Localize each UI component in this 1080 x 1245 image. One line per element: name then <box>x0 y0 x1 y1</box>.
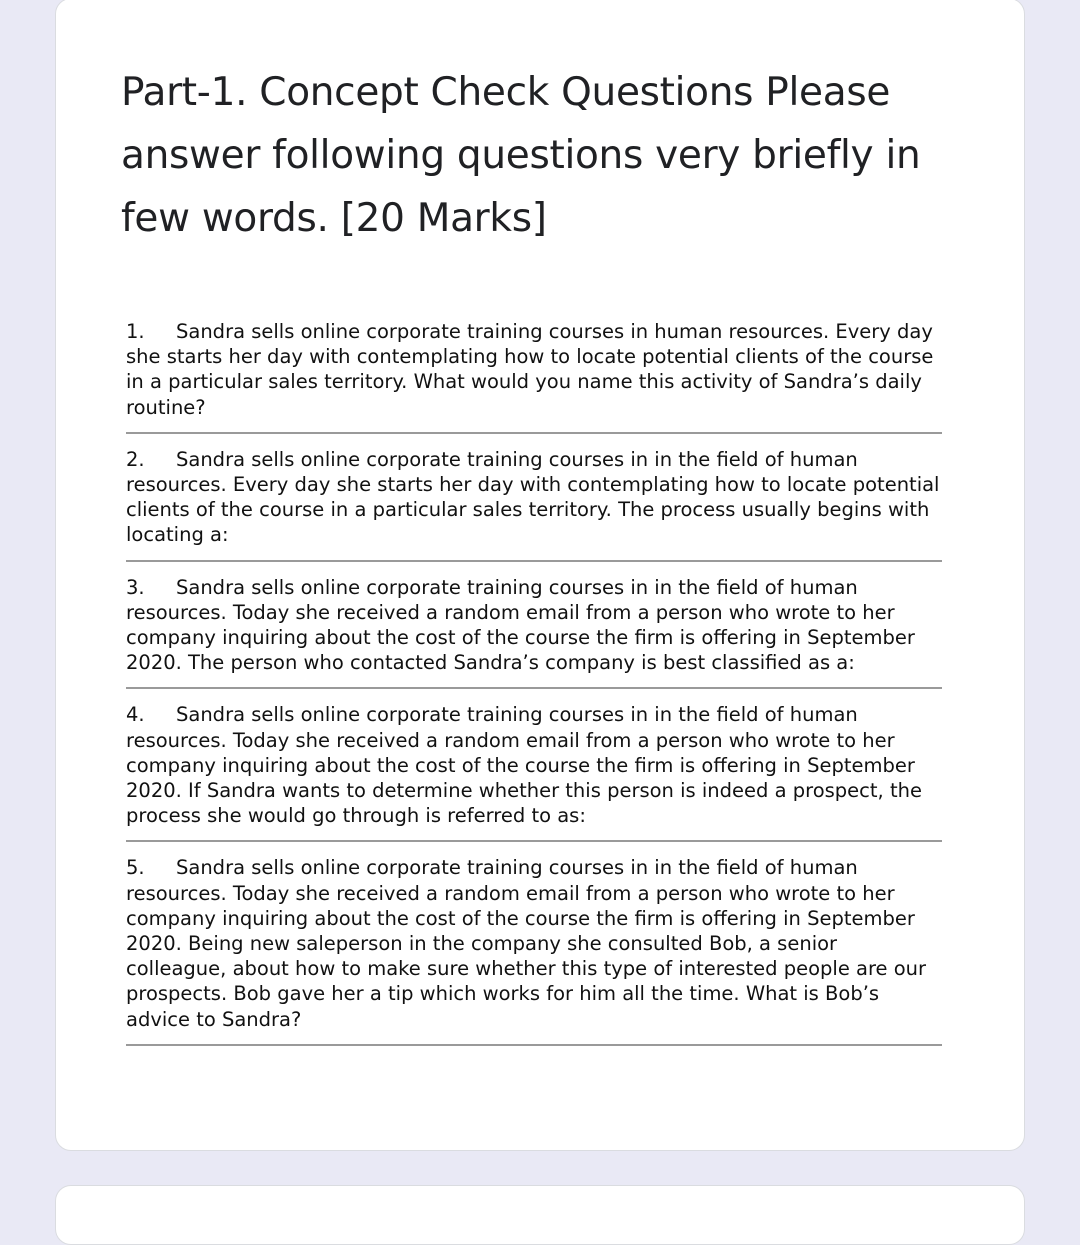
question-number: 3. <box>126 575 145 599</box>
question-text: Sandra sells online corporate training courses in in the field of human resources. Today she received a random email from a person who wrote to her company inquiring about the cost of the course the firm is offering in September 2020. If Sandra wants to determine whether this person is indeed a prospect, the process she would go through is referred to as: <box>126 703 922 828</box>
question-list <box>126 319 956 1059</box>
section-title: Part-1. Concept Check Questions Please answer following questions very briefly in few words. [20 Marks] <box>121 70 921 241</box>
question-text: Sandra sells online corporate training courses in human resources. Every day she starts her day with contemplating how to locate potential clients of the course in a particular sales territory. What would you name this activity of Sandra’s daily routine? <box>126 320 934 419</box>
next-section-card <box>55 1185 1025 1245</box>
question-text: Sandra sells online corporate training courses in in the field of human resources. Today she received a random email from a person who wrote to her company inquiring about the cost of the course the firm is offering in September 2020. The person who contacted Sandra’s company is best classified as a: <box>126 575 915 675</box>
question-number: 2. <box>126 447 145 471</box>
question-item <box>126 447 942 562</box>
question-item <box>126 855 942 1045</box>
question-text: Sandra sells online corporate training courses in in the field of human resources. Every day she starts her day with contemplating how to locate potential clients of the course in a particular sales territory. The process usually begins with locating a: <box>126 447 940 547</box>
question-item <box>126 319 942 434</box>
question-item <box>126 702 942 842</box>
question-item <box>126 575 942 690</box>
question-number: 5. <box>126 856 145 880</box>
question-number: 4. <box>126 703 145 727</box>
question-number: 1. <box>126 320 145 343</box>
question-text: Sandra sells online corporate training courses in in the field of human resources. Today she received a random email from a person who wrote to her company inquiring about the cost of the course the firm is offering in September 2020. Being new saleperson in the company she consulted Bob, a senior colleague, about how to make sure whether this type of interested people are our prospects. Bob gave her a tip which works for him all the time. What is Bob’s advice to Sandra? <box>126 856 927 1031</box>
section-card <box>55 0 1025 1151</box>
